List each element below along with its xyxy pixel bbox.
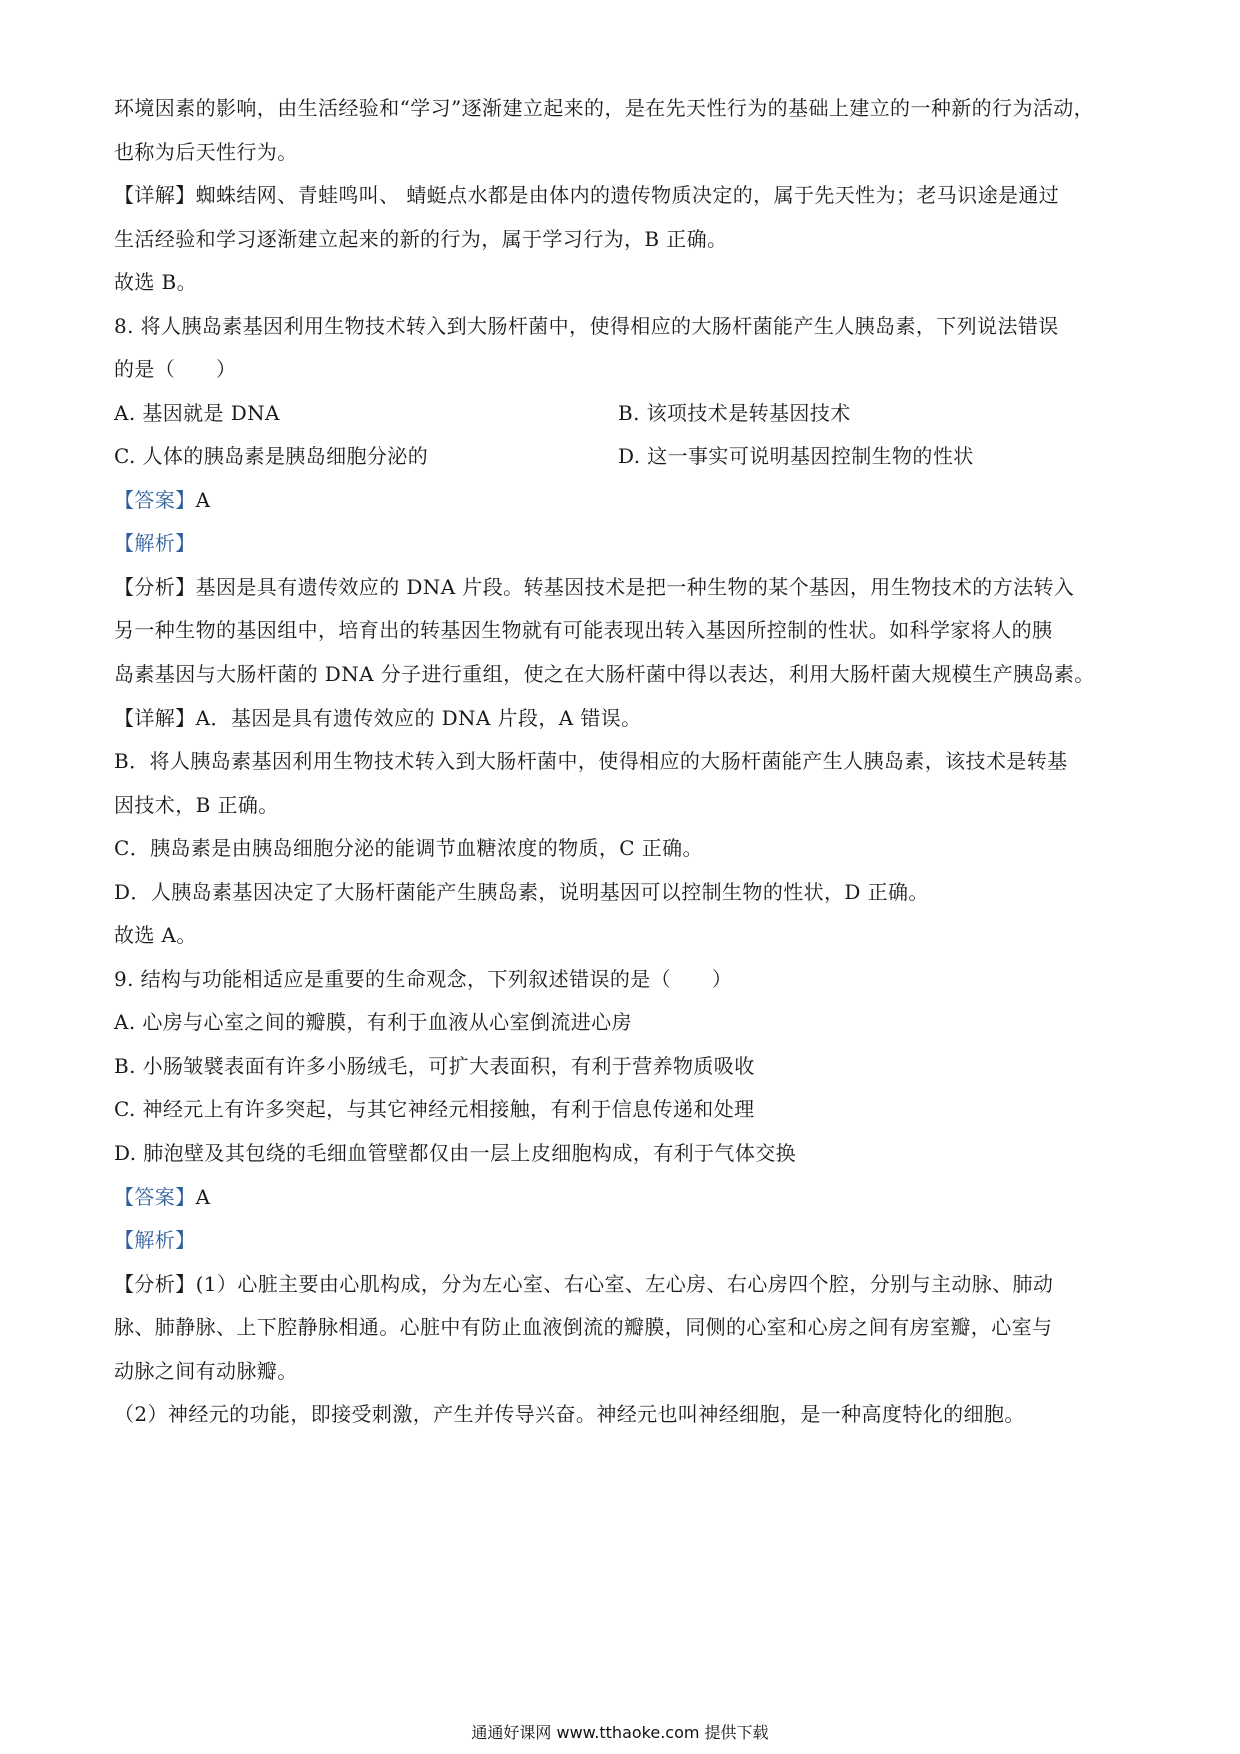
prev-text-line: 也称为后天性行为。 (114, 140, 298, 164)
q8-fenxi-line: 另一种生物的基因组中，培育出的转基因生物就有可能表现出转入基因所控制的性状。如科学家将人的胰 (114, 618, 1053, 642)
q8-fenxi (114, 574, 1074, 600)
answer-label: 【答案】 (114, 1185, 196, 1209)
q8-detail-line: 因技术，B 正确。 (114, 793, 279, 817)
q9-stem: 9. 结构与功能相适应是重要的生命观念，下列叙述错误的是（ ） (114, 967, 733, 991)
q8-conclusion: 故选 A。 (114, 923, 197, 947)
fenxi-label: 【分析】 (114, 575, 196, 599)
q8-stem: 8. 将人胰岛素基因利用生物技术转入到大肠杆菌中，使得相应的大肠杆菌能产生人胰岛素，下列说法错误 (114, 314, 1059, 338)
detail-text: A．基因是具有遗传效应的 DNA 片段，A 错误。 (195, 706, 642, 730)
page-footer: 通通好课网 www.tthaoke.com 提供下载 (471, 1723, 769, 1742)
fenxi-text: 基因是具有遗传效应的 DNA 片段。转基因技术是把一种生物的某个基因，用生物技术的方法转入 (195, 575, 1075, 599)
fenxi-text: (1）心脏主要由心肌构成，分为左心室、右心室、左心房、右心房四个腔，分别与主动脉、肺动 (195, 1272, 1054, 1296)
q8-analysis-label: 【解析】 (114, 531, 196, 555)
answer-label: 【答案】 (114, 488, 196, 512)
q8-detail-line: C．胰岛素是由胰岛细胞分泌的能调节血糖浓度的物质，C 正确。 (114, 836, 703, 860)
q9-fenxi (114, 1271, 1053, 1297)
answer-value: A (195, 488, 211, 512)
q8-option-c: C. 人体的胰岛素是胰岛细胞分泌的 (114, 444, 429, 468)
q8-option-b: B. 该项技术是转基因技术 (618, 401, 851, 425)
prev-text-line: 环境因素的影响，由生活经验和“学习”逐渐建立起来的，是在先天性行为的基础上建立的一种新的行为活动， (114, 96, 1095, 120)
q9-option-d: D. 肺泡壁及其包绕的毛细血管壁都仅由一层上皮细胞构成，有利于气体交换 (114, 1141, 797, 1165)
q9-fenxi-line: （2）神经元的功能，即接受刺激，产生并传导兴奋。神经元也叫神经细胞，是一种高度特化的细胞。 (114, 1402, 1025, 1426)
q9-fenxi-line: 动脉之间有动脉瓣。 (114, 1359, 298, 1383)
q8-fenxi-line: 岛素基因与大肠杆菌的 DNA 分子进行重组，使之在大肠杆菌中得以表达，利用大肠杆菌大规模生产胰岛素。 (114, 662, 1095, 686)
prev-detail (114, 182, 1059, 208)
prev-conclusion: 故选 B。 (114, 270, 198, 294)
fenxi-label: 【分析】 (114, 1272, 196, 1296)
q9-option-b: B. 小肠皱襞表面有许多小肠绒毛，可扩大表面积，有利于营养物质吸收 (114, 1054, 755, 1078)
q9-fenxi-line: 脉、肺静脉、上下腔静脉相通。心脏中有防止血液倒流的瓣膜，同侧的心室和心房之间有房室瓣，心室与 (114, 1315, 1053, 1339)
q8-option-d: D. 这一事实可说明基因控制生物的性状 (618, 444, 974, 468)
q9-answer (114, 1184, 210, 1210)
q9-analysis-label: 【解析】 (114, 1228, 196, 1252)
q8-detail-line: B．将人胰岛素基因利用生物技术转入到大肠杆菌中，使得相应的大肠杆菌能产生人胰岛素，该技术是转基 (114, 749, 1068, 773)
q8-option-a: A. 基因就是 DNA (114, 401, 280, 425)
detail-label: 【详解】 (114, 183, 196, 207)
q9-option-a: A. 心房与心室之间的瓣膜，有利于血液从心室倒流进心房 (114, 1010, 632, 1034)
prev-detail-line: 生活经验和学习逐渐建立起来的新的行为，属于学习行为，B 正确。 (114, 227, 728, 251)
detail-text: 蜘蛛结网、青蛙鸣叫、 蜻蜓点水都是由体内的遗传物质决定的，属于先天性为；老马识途是通过 (195, 183, 1060, 207)
detail-label: 【详解】 (114, 706, 196, 730)
q8-detail (114, 705, 642, 731)
answer-value: A (195, 1185, 211, 1209)
q8-stem: 的是（ ） (114, 357, 237, 381)
q9-option-c: C. 神经元上有许多突起，与其它神经元相接触，有利于信息传递和处理 (114, 1097, 755, 1121)
q8-answer (114, 487, 210, 513)
q8-detail-line: D．人胰岛素基因决定了大肠杆菌能产生胰岛素，说明基因可以控制生物的性状，D 正确。 (114, 880, 929, 904)
